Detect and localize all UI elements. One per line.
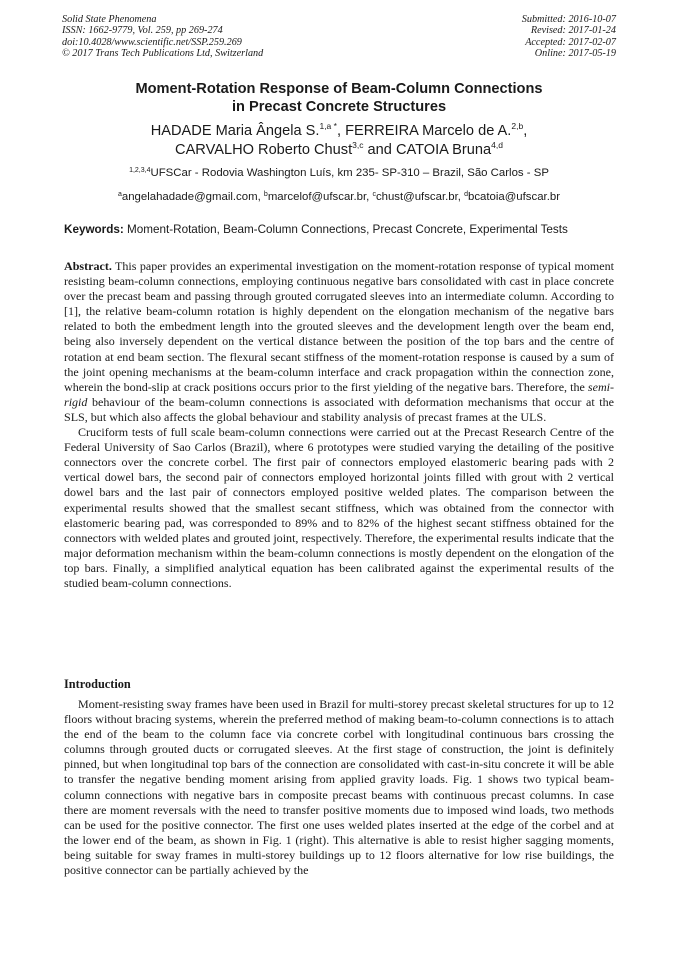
email-c: chust@ufscar.br, — [375, 191, 465, 203]
email-d: bcatoia@ufscar.br — [468, 191, 560, 203]
issn: ISSN: 1662-9779, Vol. 259, pp 269-274 — [62, 25, 223, 37]
email-b: marcelof@ufscar.br, — [267, 191, 373, 203]
affiliation — [0, 166, 678, 180]
doi: doi:10.4028/www.scientific.net/SSP.259.269 — [62, 36, 242, 48]
author-1: HADADE Maria Ângela S. — [150, 123, 320, 139]
keywords-label: Keywords: — [64, 223, 124, 236]
paper-title — [0, 80, 678, 116]
affiliation-text: UFSCar - Rodovia Washington Luís, km 235- SP-310 – Brazil, São Carlos - SP — [150, 167, 549, 179]
introduction-paragraph-1: Moment-resisting sway frames have been used in Brazil for multi-storey precast skeletal structures for up to 12 floors without bracing systems, wherein the preferred method of making beam-to-column connections is to attach the end of the beam to the column face via concrete corbel with longitudinal continuous bars crossing the columns through grouted ducts or corrugated sleeves. At the first stage of construction, the joint is definitely pinned, but when longitudinal top bars of the connection are consolidated with cast-in-situ concrete it will be able to transfer the negative bending moment arising from applied gravity loads. Fig. 1 shows two typical beam-column connections with negative bars in composite precast beams with continuous precast columns. In case there are moment reversals with the need to transfer positive moments due to imposed wind loads, two methods can be used for the positive connector. The first one uses welded plates inserted at the edge of the corbel and at the lower end of the beam, as shown in Fig. 1 (right). This alternative is able to resist higher sagging moments, being suitable for sway frames in multi-storey buildings up to 12 floors alternative for low rise buildings, the positive connector can be partially achieved by the — [64, 697, 614, 878]
revised-date: Revised: 2017-01-24 — [530, 25, 616, 37]
abstract-text: behaviour of the beam-column connections is associated with deformation mechanisms that occur at the SLS, but which also affects the global behaviour and stability analysis of precast frames at the ULS. — [64, 394, 614, 424]
author-line-2 — [0, 141, 678, 160]
accepted-date: Accepted: 2017-02-07 — [525, 36, 616, 48]
keywords — [64, 223, 624, 237]
submitted-date: Submitted: 2016-10-07 — [521, 14, 616, 25]
author-separator: , — [336, 123, 346, 139]
author-separator: , — [523, 123, 528, 139]
affiliation-sup: 1,2,3,4 — [129, 167, 151, 174]
section-heading-introduction: Introduction — [64, 677, 131, 691]
author-2: FERREIRA Marcelo de A. — [345, 123, 512, 139]
journal-info — [62, 14, 263, 60]
abstract-paragraph-1 — [64, 259, 614, 425]
keywords-text: Moment-Rotation, Beam-Column Connections, Precast Concrete, Experimental Tests — [123, 223, 568, 236]
author-4: CATOIA Bruna — [395, 142, 492, 158]
author-list — [0, 122, 678, 160]
copyright: © 2017 Trans Tech Publications Ltd, Switzerland — [62, 48, 264, 60]
publication-dates — [522, 14, 616, 60]
email-a-sup: a — [117, 191, 122, 198]
abstract-paragraph-2: Cruciform tests of full scale beam-column connections were carried out at the Precast Research Centre of the Federal University of Sao Carlos (Brazil), where 6 prototypes were studied varying the detailing of the positive connectors over the concrete corbel. The first pair of connectors employed elastomeric bearing pads with 2 vertical dowel bars, the second pair of connectors employed horizontal joints filled with grout with 2 vertical dowel bars and the last pair of connectors employed positive welded plates. The comparison between the experimental results showed that the smallest secant stiffness, which was obtained from the connector with elastomeric bearing pad, was corresponded to 89% and to 82% of the highest secant stiffness obtained for the connectors with welded plates and grouted joint, respectively. Therefore, the experimental results indicate that the major deformation mechanism within the beam-column connections is mostly dependent on the elongation of the top bars. Finally, a simplified analytical equation has been calibrated against the experimental results of the studied beam-column connections. — [64, 425, 614, 590]
title-line-2: in Precast Concrete Structures — [231, 99, 447, 115]
online-date: Online: 2017-05-19 — [534, 48, 616, 60]
author-3-sup: 3,c — [352, 140, 364, 150]
email-b-sup: b — [263, 191, 268, 198]
author-line-1 — [0, 122, 678, 141]
journal-name: Solid State Phenomena — [62, 14, 157, 25]
email-c-sup: c — [372, 191, 376, 198]
author-3: CARVALHO Roberto Chust — [175, 142, 353, 158]
introduction-section — [64, 697, 614, 878]
abstract-emphasis: semi-rigid — [64, 379, 614, 409]
abstract-section — [64, 259, 614, 591]
email-list — [0, 190, 678, 204]
author-4-sup: 4,d — [491, 140, 503, 150]
author-2-sup: 2,b — [511, 121, 524, 131]
author-and: and — [363, 142, 396, 158]
email-a: angelahadade@gmail.com, — [121, 191, 264, 203]
abstract-text: This paper provides an experimental investigation on the moment-rotation response of typical moment resisting beam-column connections, employing continuous negative bars consolidated with cast in place concrete over the precast beam and passing through grouted corrugated sleeves into an intermediate column. According to [1], the relative beam-column rotation is highly dependent on the elongation mechanism of the negative bars related to both the embedment length into the grouted sleeves and the development length over the beam end, being also inversely dependent on the vertical distance between the position of the top bars and the centre of rotation at end beam section. The flexural secant stiffness of the moment-rotation response is caused by a sum of the joint opening mechanisms at the beam-column interface and crack propagation within the connection zone, wherein the bond-slip at crack positions occurs prior to the first yielding of the negative bars. Therefore, the — [64, 259, 614, 394]
author-1-sup: 1,a * — [319, 121, 337, 131]
email-d-sup: d — [464, 191, 469, 198]
title-line-1: Moment-Rotation Response of Beam-Column Connections — [135, 81, 543, 97]
abstract-label: Abstract. — [64, 259, 112, 273]
